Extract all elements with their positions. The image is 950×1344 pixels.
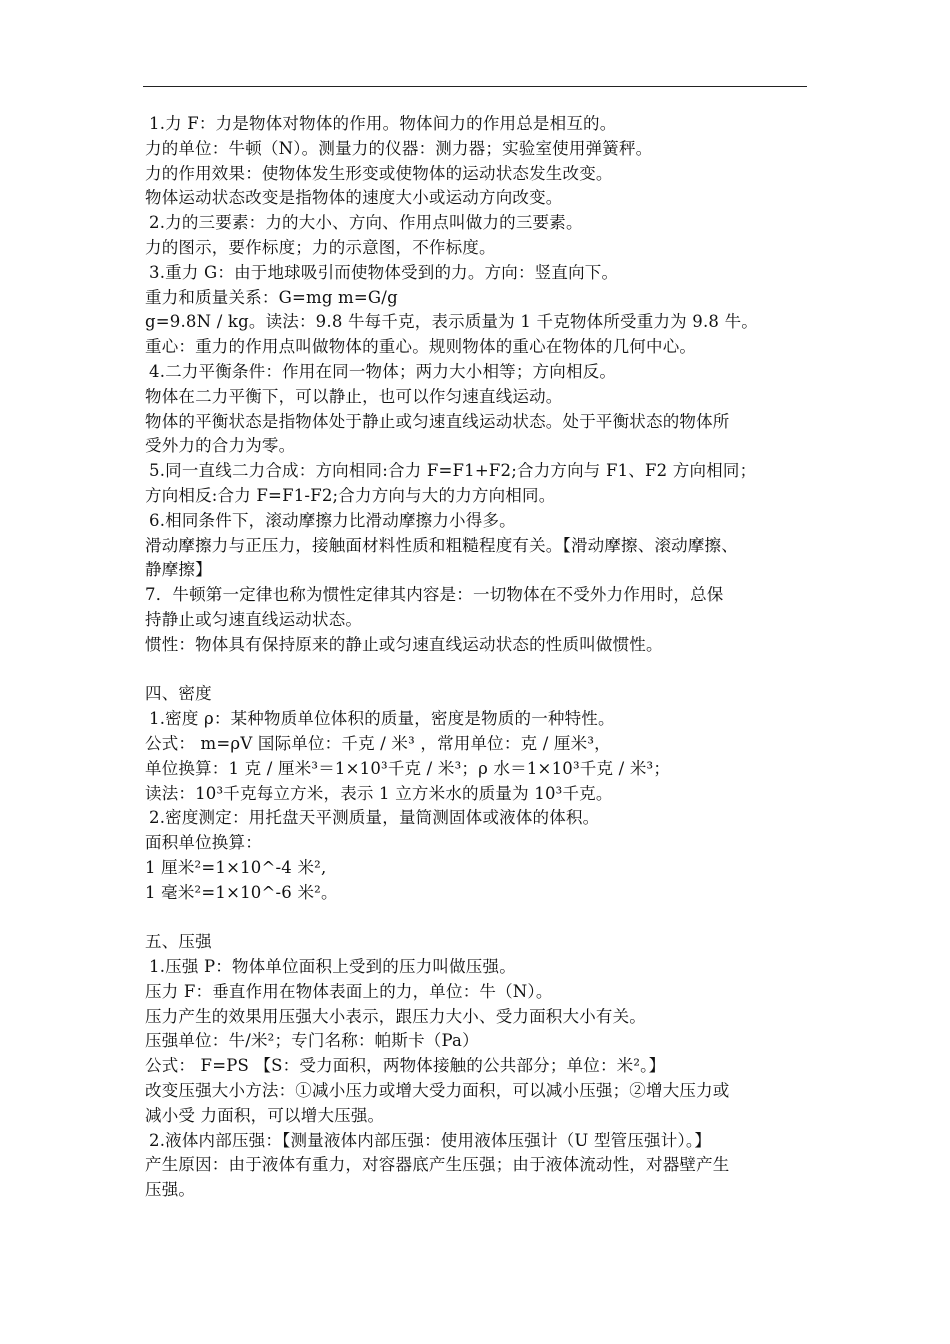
text-line: 静摩擦】 (145, 560, 212, 580)
text-line: 压力 F：垂直作用在物体表面上的力，单位：牛（N）。 (145, 981, 553, 1001)
text-line: 力的图示，要作标度；力的示意图，不作标度。 (145, 237, 496, 257)
blank-line (145, 906, 815, 931)
text-line: 2.密度测定：用托盘天平测质量，量筒测固体或液体的体积。 (149, 808, 600, 828)
text-line: 2.力的三要素：力的大小、方向、作用点叫做力的三要素。 (149, 213, 583, 233)
text-line: 重心：重力的作用点叫做物体的重心。规则物体的重心在物体的几何中心。 (145, 337, 697, 357)
text-line: 物体在二力平衡下，可以静止，也可以作匀速直线运动。 (145, 386, 563, 406)
text-line: 受外力的合力为零。 (145, 436, 296, 456)
text-line: 1 厘米²=1×10^-4 米², (145, 857, 327, 877)
text-line: 压强。 (145, 1180, 196, 1200)
text-line: 2.液体内部压强：【测量液体内部压强：使用液体压强计（U 型管压强计）。】 (149, 1130, 712, 1150)
text-line: 读法：10³千克每立方米，表示 1 立方米水的质量为 10³千克。 (145, 783, 613, 803)
text-line: 惯性：物体具有保持原来的静止或匀速直线运动状态的性质叫做惯性。 (145, 634, 663, 654)
text-line: 力的作用效果：使物体发生形变或使物体的运动状态发生改变。 (145, 163, 613, 183)
text-line: 7．牛顿第一定律也称为惯性定律其内容是：一切物体在不受外力作用时，总保 (145, 585, 724, 605)
text-line: 公式： F=PS 【S：受力面积，两物体接触的公共部分；单位：米²。】 (145, 1056, 666, 1076)
text-line: 1.压强 P：物体单位面积上受到的压力叫做压强。 (149, 957, 516, 977)
text-line: 1.密度 ρ：某种物质单位体积的质量，密度是物质的一种特性。 (149, 709, 615, 729)
text-line: 3.重力 G：由于地球吸引而使物体受到的力。方向：竖直向下。 (149, 262, 619, 282)
text-line: 5.同一直线二力合成：方向相同:合力 F=F1+F2;合力方向与 F1、F2 方向相同； (149, 461, 757, 481)
text-line: 重力和质量关系：G=mg m=G/g (145, 287, 398, 307)
text-line: 持静止或匀速直线运动状态。 (145, 609, 363, 629)
header-rule (143, 86, 807, 87)
text-line: 物体运动状态改变是指物体的速度大小或运动方向改变。 (145, 188, 563, 208)
text-line: 1 毫米²=1×10^-6 米²。 (145, 882, 338, 902)
text-line: 方向相反:合力 F=F1-F2;合力方向与大的力方向相同。 (145, 485, 556, 505)
text-line: 减小受 力面积，可以增大压强。 (145, 1105, 385, 1125)
text-line: 力的单位：牛顿（N）。测量力的仪器：测力器；实验室使用弹簧秤。 (145, 138, 653, 158)
text-line: 6.相同条件下，滚动摩擦力比滑动摩擦力小得多。 (149, 510, 516, 530)
text-line: 压强单位：牛/米²；专门名称：帕斯卡（Pa） (145, 1031, 479, 1051)
text-line: 物体的平衡状态是指物体处于静止或匀速直线运动状态。处于平衡状态的物体所 (145, 411, 730, 431)
text-line: 滑动摩擦力与正压力，接触面材料性质和粗糙程度有关。【滑动摩擦、滚动摩擦、 (145, 535, 738, 555)
text-line: g=9.8N / kg。读法：9.8 牛每千克，表示质量为 1 千克物体所受重力为 9.8 牛。 (145, 312, 758, 332)
text-line: 单位换算：1 克 / 厘米³＝1×10³千克 / 米³；ρ 水＝1×10³千克 / 米³； (145, 758, 671, 778)
text-line: 4.二力平衡条件：作用在同一物体；两力大小相等；方向相反。 (149, 361, 617, 381)
text-line: 改变压强大小方法：①减小压力或增大受力面积，可以减小压强；②增大压力或 (145, 1081, 730, 1101)
section-heading: 四、密度 (145, 684, 212, 704)
document-body (145, 112, 815, 1203)
text-line: 产生原因：由于液体有重力，对容器底产生压强；由于液体流动性，对器壁产生 (145, 1155, 730, 1175)
text-line: 压力产生的效果用压强大小表示，跟压力大小、受力面积大小有关。 (145, 1006, 646, 1026)
section-heading: 五、压强 (145, 932, 212, 952)
text-line: 1.力 F：力是物体对物体的作用。物体间力的作用总是相互的。 (149, 114, 617, 133)
blank-line (145, 658, 815, 683)
text-line: 公式： m=ρV 国际单位：千克 / 米³ ，常用单位：克 / 厘米³， (145, 733, 611, 753)
text-line: 面积单位换算： (145, 833, 262, 853)
